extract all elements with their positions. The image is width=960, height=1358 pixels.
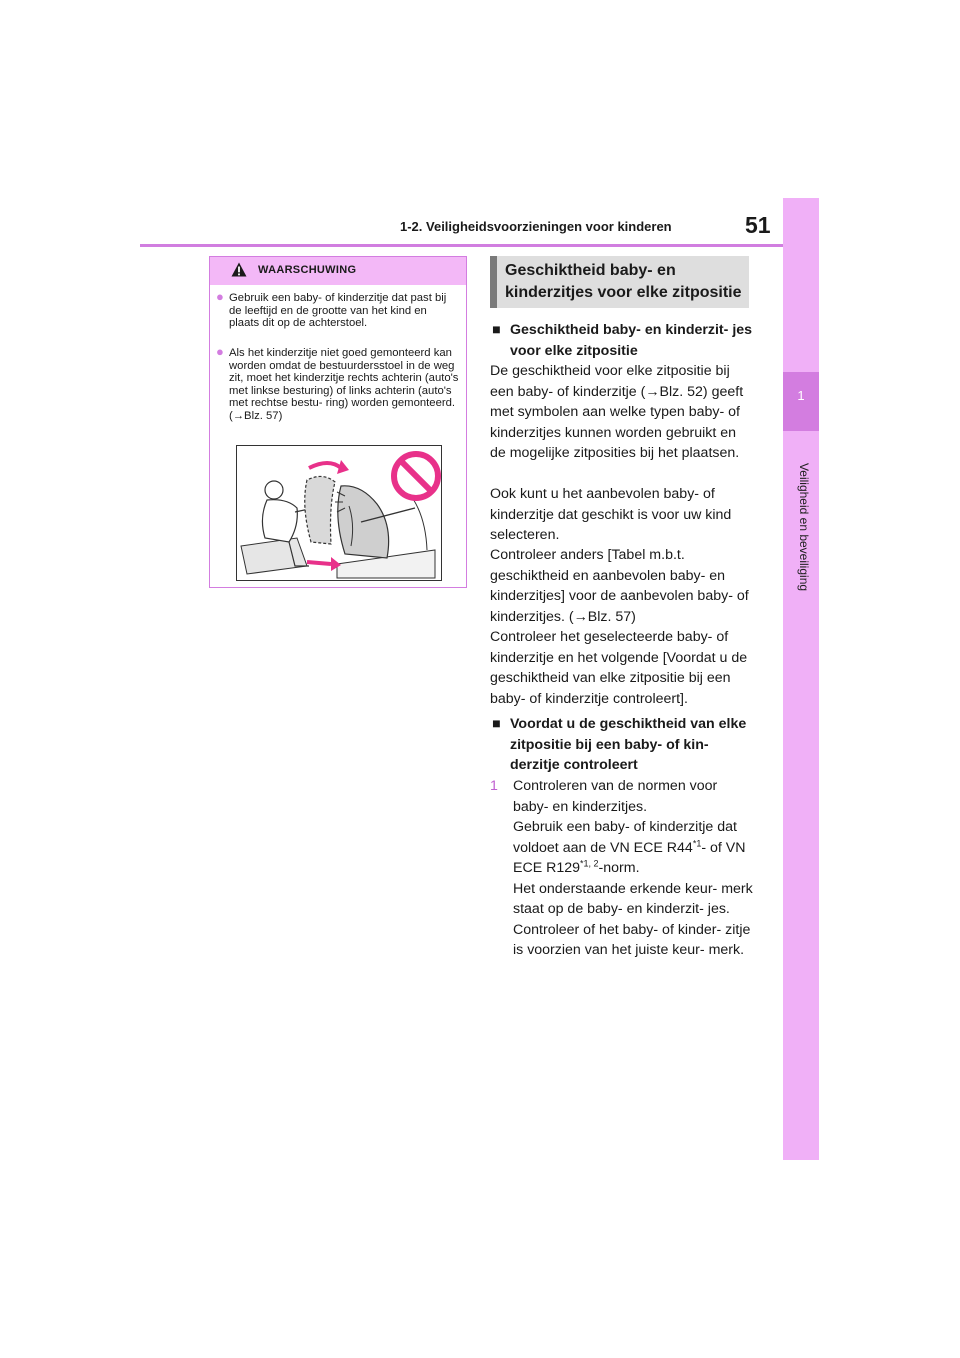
section-heading-text: Geschiktheid baby- en kinderzitjes voor elke zitpositie (505, 262, 742, 301)
bullet-dot-icon: ● (216, 289, 224, 304)
header-title: 1-2. Veiligheidsvoorzieningen voor kinderen (400, 219, 672, 234)
subheading: ■ Voordat u de geschiktheid van elke zitpositie bij een baby- of kin- derzitje controleert (492, 716, 747, 773)
warning-title: WAARSCHUWING (258, 264, 357, 276)
chapter-number: 1 (797, 388, 805, 403)
header-rule (140, 244, 783, 247)
warning-item: ● Gebruik een baby- of kinderzitje dat past bij de leeftijd en de grootte van het kind en plaats dit op de achterstoel. (216, 289, 447, 329)
paragraph: Controleer het geselecteerde baby- of kinderzitje en het volgende [Voordat u de geschiktheid van elke zitpositie bij een baby- of kinderzitje controleert]. (490, 629, 748, 707)
page-number: 51 (745, 212, 771, 238)
prohibition-icon (390, 450, 442, 507)
paragraph: Ook kunt u het aanbevolen baby- of kinderzitje dat geschikt is voor uw kind selecteren. (490, 486, 732, 543)
subheading: ■ Geschiktheid baby- en kinderzit- jes voor elke zitpositie (492, 322, 753, 359)
paragraph: De geschiktheid voor elke zitpositie bij een baby- of kinderzitje (→Blz. 52) geeft met symbolen aan welke typen baby- of kinderzitjes kunnen worden gebruikt en de mogelijke zitposities bij het plaatsen. (490, 363, 744, 461)
step-text: Controleren van de normen voor baby- en kinderzitjes. Gebruik een baby- of kinderzitje dat voldoet aan de VN ECE R44$^{*1}$- of VN ECE R129$^{*1, 2}$-norm. Het onderstaande erkende keur- merk staat op de baby- en kinderzit- jes. Controleer of het baby- of kinder- zitje is voorzien van het juiste keur- merk. (513, 778, 753, 958)
warning-header (210, 257, 466, 285)
step-item (490, 776, 755, 961)
square-bullet-icon: ■ (492, 322, 501, 338)
step-number: 1 (490, 778, 498, 794)
section-heading-bar (490, 256, 497, 308)
chapter-label: Veiligheid en beveiliging (797, 462, 811, 592)
square-bullet-icon: ■ (492, 716, 501, 732)
warning-triangle-icon (231, 262, 247, 282)
bullet-dot-icon: ● (216, 344, 224, 359)
chapter-side-tab[interactable] (783, 198, 819, 1160)
warning-item: ● Als het kinderzitje niet goed gemonteerd kan worden omdat de bestuurdersstoel in de weg zit, moet het kinderzitje rechts achterin (auto's met linkse besturing) of links achterin (auto's met rechtse bestu- ring) worden gemonteerd. (→Blz. 57) (216, 344, 459, 422)
warning-box (209, 256, 467, 588)
section-heading (490, 256, 749, 308)
paragraph: Controleer anders [Tabel m.b.t. geschiktheid en aanbevolen baby- en kinderzitjes] voor de aanbevolen baby- of kinderzitjes. (→Blz. 57) (490, 547, 749, 625)
